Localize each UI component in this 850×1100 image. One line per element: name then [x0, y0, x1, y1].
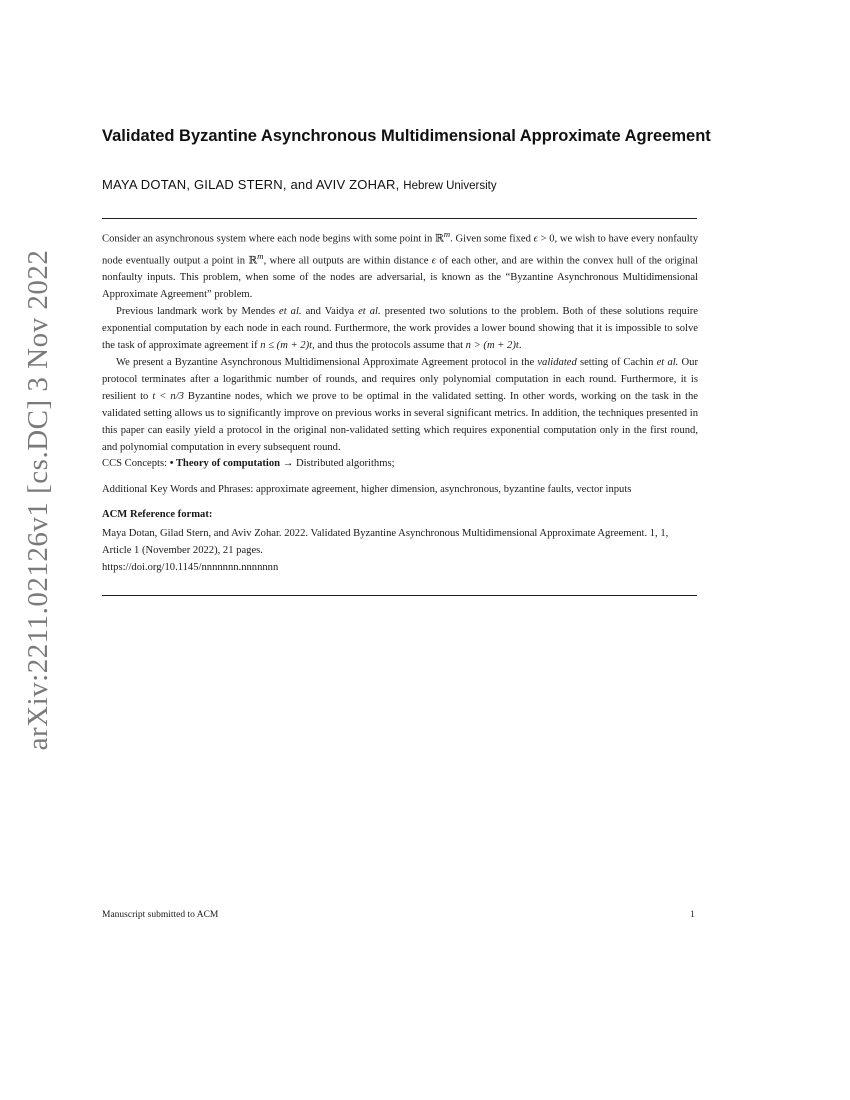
ccs-concepts: CCS Concepts: • Theory of computation → Distributed algorithms; — [102, 458, 395, 469]
abstract-paragraph-2: Previous landmark work by Mendes et al. and Vaidya et al. presented two solutions to the problem. Both of these solutions require exponential computation by each node in each round. Furthermore, the work provides a lower bound showing that it is impossible to solve the task of approximate agreement if n ≤ (m + 2)t, and thus the protocols assume that n > (m + 2)t. — [102, 306, 699, 352]
keywords: Additional Key Words and Phrases: approximate agreement, higher dimension, asynchronous, byzantine faults, vector inputs — [102, 484, 632, 495]
acm-reference — [102, 525, 698, 576]
author-affiliation: Hebrew University — [403, 180, 497, 192]
abstract — [102, 226, 698, 456]
footer-manuscript-note: Manuscript submitted to ACM — [102, 910, 219, 920]
page-number: 1 — [690, 910, 695, 920]
acm-reference-heading: ACM Reference format: — [102, 509, 213, 520]
acm-reference-doi[interactable]: https://doi.org/10.1145/nnnnnnn.nnnnnnn — [102, 562, 279, 573]
arxiv-identifier-stamp: arXiv:2211.02126v1 [cs.DC] 3 Nov 2022 — [22, 249, 54, 751]
author-line — [102, 177, 722, 192]
acm-reference-line-1: Maya Dotan, Gilad Stern, and Aviv Zohar. 2022. Validated Byzantine Asynchronous Multidimensional Approximate Agreement. 1, 1, — [102, 528, 669, 539]
author-names: MAYA DOTAN, GILAD STERN, and AVIV ZOHAR, — [102, 177, 400, 192]
acm-reference-line-2: Article 1 (November 2022), 21 pages. — [102, 545, 263, 556]
bottom-divider — [102, 595, 697, 596]
abstract-paragraph-3: We present a Byzantine Asynchronous Multidimensional Approximate Agreement protocol in the validated setting of Cachin et al. Our protocol terminates after a logarithmic number of rounds, and requires only polynomial computation in each round. Furthermore, it is resilient to t < n/3 Byzantine nodes, which we prove to be optimal in the validated setting. In other words, working on the task in the validated setting allows us to significantly improve on previous works in several significant metrics. In addition, the techniques presented in this paper can easily yield a protocol in the original non-validated setting which requires exponential computation only in the first round, and polynomial computation in every subsequent round. — [102, 357, 699, 454]
paper-title: Validated Byzantine Asynchronous Multidimensional Approximate Agreement — [102, 127, 711, 145]
top-divider — [102, 218, 697, 219]
abstract-paragraph-1: Consider an asynchronous system where each node begins with some point in ℝ$^m$. Given some fixed ϵ > 0, we wish to have every nonfaulty node eventually output a point in ℝ$^m$, where all outputs are within distance ϵ of each other, and are within the convex hull of the original nonfaulty inputs. This problem, when some of the nodes are adversarial, is known as the “Byzantine Asynchronous Multidimensional Approximate Agreement” problem. — [102, 229, 698, 301]
